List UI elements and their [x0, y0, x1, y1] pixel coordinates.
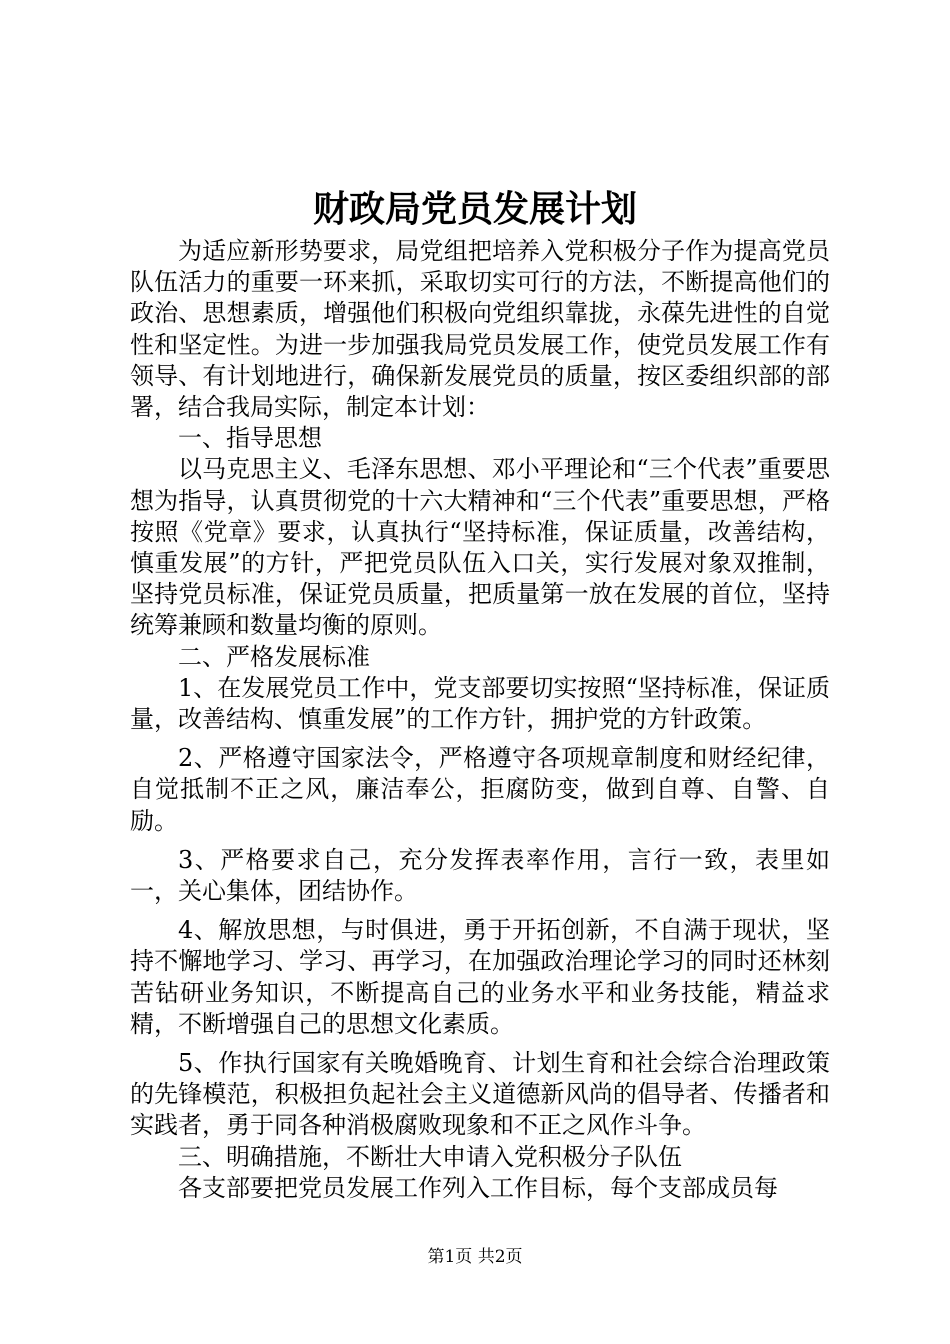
- measures-paragraph: 各支部要把党员发展工作列入工作目标，每个支部成员每: [178, 1173, 778, 1202]
- document-body: [130, 236, 830, 1204]
- standard-item-5: 5、作执行国家有关晚婚晚育、计划生育和社会综合治理政策的先锋模范，积极担负起社会主义道德新风尚的倡导者、传播者和实践者，勇于同各种消极腐败现象和不正之风作斗争。: [130, 1049, 830, 1140]
- standard-item-3: 3、严格要求自己，充分发挥表率作用，言行一致，表里如一，关心集体，团结协作。: [130, 845, 830, 906]
- standard-item-1: 1、在发展党员工作中，党支部要切实按照“坚持标准，保证质量，改善结构、慎重发展”的工作方针，拥护党的方针政策。: [130, 673, 830, 734]
- page-title: 财政局党员发展计划: [312, 188, 637, 230]
- section-heading-standards: 二、严格发展标准: [178, 642, 370, 671]
- page-footer: 第1页 共2页: [427, 1247, 523, 1267]
- section-heading-guiding-ideology: 一、指导思想: [178, 424, 322, 453]
- intro-paragraph: 为适应新形势要求，局党组把培养入党积极分子作为提高党员队伍活力的重要一环来抓，采取切实可行的方法，不断提高他们的政治、思想素质，增强他们积极向党组织靠拢，永葆先进性的自觉性和坚定性。为进一步加强我局党员发展工作，使党员发展工作有领导、有计划地进行，确保新发展党员的质量，按区委组织部的部署，结合我局实际，制定本计划：: [130, 237, 830, 422]
- guiding-ideology-paragraph: 以马克思主义、毛泽东思想、邓小平理论和“三个代表”重要思想为指导，认真贯彻党的十六大精神和“三个代表”重要思想，严格按照《党章》要求，认真执行“坚持标准，保证质量，改善结构，慎重发展”的方针，严把党员队伍入口关，实行发展对象双推制，坚持党员标准，保证党员质量，把质量第一放在发展的首位，坚持统筹兼顾和数量均衡的原则。: [130, 455, 830, 640]
- standard-item-4: 4、解放思想，与时俱进，勇于开拓创新，不自满于现状，坚持不懈地学习、学习、再学习，在加强政治理论学习的同时还林刻苦钻研业务知识，不断提高自己的业务水平和业务技能，精益求精，不断增强自己的思想文化素质。: [130, 916, 830, 1038]
- section-heading-measures: 三、明确措施，不断壮大申请入党积极分子队伍: [178, 1142, 682, 1171]
- standard-item-2: 2、严格遵守国家法令，严格遵守各项规章制度和财经纪律，自觉抵制不正之风，廉洁奉公，拒腐防变，做到自尊、自警、自励。: [130, 744, 830, 835]
